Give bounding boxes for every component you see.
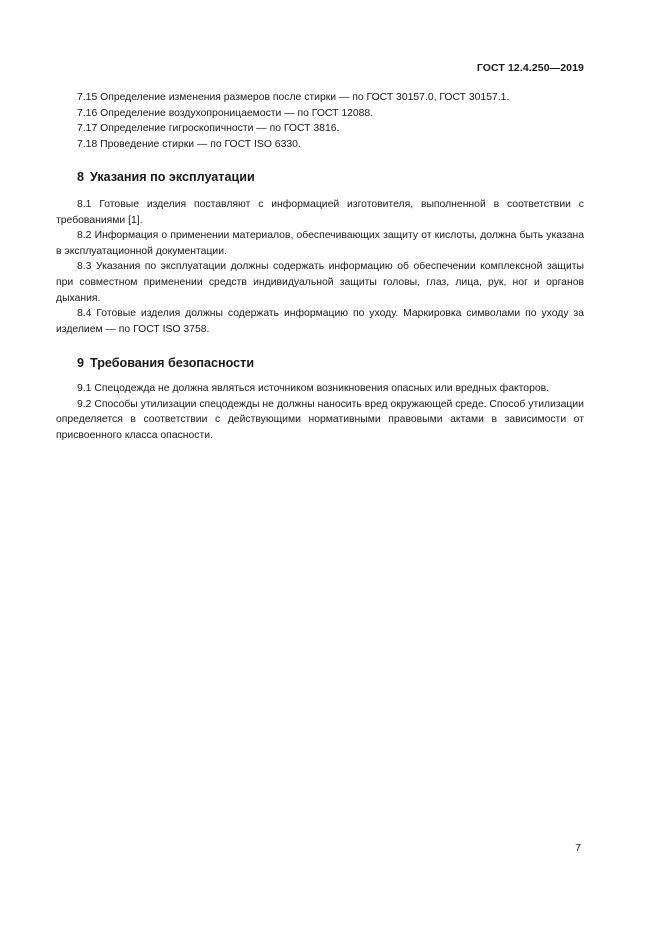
section-title: Указания по эксплуатации bbox=[90, 170, 255, 185]
clause-text: Готовые изделия должны содержать информацию по уходу. Маркировка символами по уходу за изделием — по ГОСТ ISO 3758. bbox=[56, 308, 584, 335]
section7-items bbox=[56, 90, 584, 152]
section-9-body bbox=[56, 381, 584, 443]
section-8-heading bbox=[56, 170, 584, 186]
page-number: 7 bbox=[575, 843, 581, 854]
clause-7-15 bbox=[56, 90, 584, 106]
clause-7-16 bbox=[56, 106, 584, 122]
clause-number: 9.1 bbox=[77, 382, 92, 394]
clause-number: 7.15 bbox=[77, 92, 98, 103]
clause-text: Готовые изделия поставляют с информацией изготовителя, выполненной в соответствии с требованиями [1]. bbox=[56, 198, 584, 226]
section-title: Требования безопасности bbox=[90, 356, 255, 371]
clause-8-1 bbox=[56, 197, 584, 228]
clause-9-1 bbox=[56, 381, 584, 397]
clause-text: Указания по эксплуатации должны содержать информацию об обеспечении комплексной защиты при совместном применении средств индивидуальной защиты головы, глаз, лица, рук, ног и органов дыхания. bbox=[56, 261, 585, 304]
section-number: 8 bbox=[77, 170, 85, 185]
clause-number: 7.16 bbox=[77, 107, 98, 119]
clause-number: 8.3 bbox=[77, 261, 92, 273]
clause-text: Информация о применении материалов, обеспечивающих защиту от кислоты, должна быть указана в эксплуатационной документации. bbox=[56, 230, 584, 257]
clause-number: 7.18 bbox=[77, 138, 98, 150]
clause-text: Определение воздухопроницаемости — по ГОСТ 12088. bbox=[100, 107, 374, 119]
clause-number: 8.2 bbox=[77, 230, 92, 242]
clause-7-18 bbox=[56, 137, 584, 153]
clause-number: 9.2 bbox=[77, 398, 92, 410]
clause-text: Определение гигроскопичности — по ГОСТ 3816. bbox=[100, 123, 340, 135]
clause-9-2 bbox=[56, 397, 584, 444]
section-9-heading bbox=[56, 356, 584, 372]
clause-8-3 bbox=[56, 259, 584, 306]
clause-text: Способы утилизации спецодежды не должны наносить вред окружающей среде. Способ утилизации определяется в соответствии с действующими нормативными правовыми актами в зависимости от присвоенного класса опасности. bbox=[56, 398, 584, 441]
clause-number: 8.4 bbox=[77, 308, 92, 320]
clause-number: 8.1 bbox=[77, 198, 92, 210]
clause-8-2 bbox=[56, 228, 584, 259]
clause-text: Определение изменения размеров после стирки — по ГОСТ 30157.0, ГОСТ 30157.1. bbox=[100, 92, 510, 103]
clause-text: Спецодежда не должна являться источником возникновения опасных или вредных факторов. bbox=[94, 382, 550, 394]
document-code-header: ГОСТ 12.4.250—2019 bbox=[476, 62, 584, 74]
clause-number: 7.17 bbox=[77, 123, 98, 135]
section-number: 9 bbox=[77, 356, 85, 371]
page-content bbox=[56, 90, 584, 443]
section-8-body bbox=[56, 197, 584, 337]
clause-text: Проведение стирки — по ГОСТ ISO 6330. bbox=[100, 138, 301, 150]
clause-7-17 bbox=[56, 121, 584, 137]
clause-8-4 bbox=[56, 306, 584, 337]
